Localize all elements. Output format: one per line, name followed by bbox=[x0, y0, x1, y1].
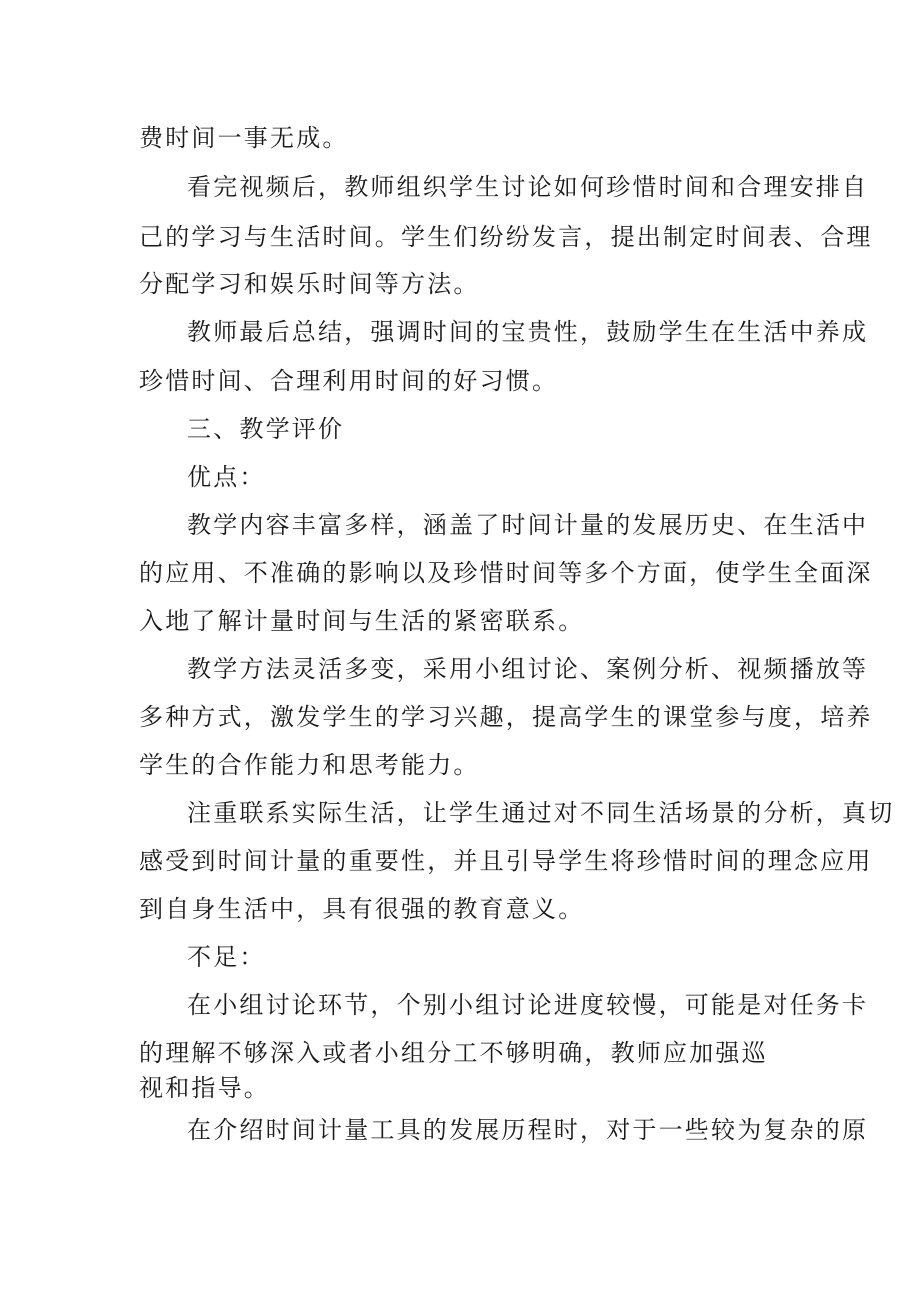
paragraph-first-line: 教学方法灵活多变，采用小组讨论、案例分析、视频播放等 bbox=[187, 655, 869, 683]
text-line: 珍惜时间、合理利用时间的好习惯。 bbox=[139, 367, 559, 395]
subheading-weaknesses: 不足： bbox=[187, 943, 266, 971]
paragraph-first-line: 教学内容丰富多样，涵盖了时间计量的发展历史、在生活中 bbox=[187, 511, 869, 539]
paragraph-first-line: 教师最后总结，强调时间的宝贵性，鼓励学生在生活中养成 bbox=[187, 318, 869, 346]
text-line: 到自身生活中，具有很强的教育意义。 bbox=[139, 895, 585, 923]
text-line: 多种方式，激发学生的学习兴趣，提高学生的课堂参与度，培养 bbox=[139, 703, 873, 731]
text-line: 分配学习和娱乐时间等方法。 bbox=[139, 270, 480, 298]
text-line: 费时间一事无成。 bbox=[139, 124, 349, 152]
paragraph-first-line: 在小组讨论环节，个别小组讨论进度较慢，可能是对任务卡 bbox=[187, 991, 869, 1019]
subheading-strengths: 优点： bbox=[187, 463, 266, 491]
text-line: 视和指导。 bbox=[139, 1074, 270, 1102]
paragraph-first-line: 注重联系实际生活，让学生通过对不同生活场景的分析，真切 bbox=[187, 799, 895, 827]
text-line: 的理解不够深入或者小组分工不够明确，教师应加强巡 bbox=[139, 1039, 768, 1067]
text-line: 己的学习与生活时间。学生们纷纷发言，提出制定时间表、合理 bbox=[139, 223, 873, 251]
paragraph-first-line: 看完视频后，教师组织学生讨论如何珍惜时间和合理安排自 bbox=[187, 173, 869, 201]
text-line: 学生的合作能力和思考能力。 bbox=[139, 751, 480, 779]
text-line: 感受到时间计量的重要性，并且引导学生将珍惜时间的理念应用 bbox=[139, 847, 873, 875]
paragraph-first-line: 在介绍时间计量工具的发展历程时，对于一些较为复杂的原 bbox=[187, 1116, 869, 1144]
text-line: 的应用、不准确的影响以及珍惜时间等多个方面，使学生全面深 bbox=[139, 559, 873, 587]
section-heading: 三、教学评价 bbox=[187, 415, 345, 443]
text-line: 入地了解计量时间与生活的紧密联系。 bbox=[139, 607, 585, 635]
